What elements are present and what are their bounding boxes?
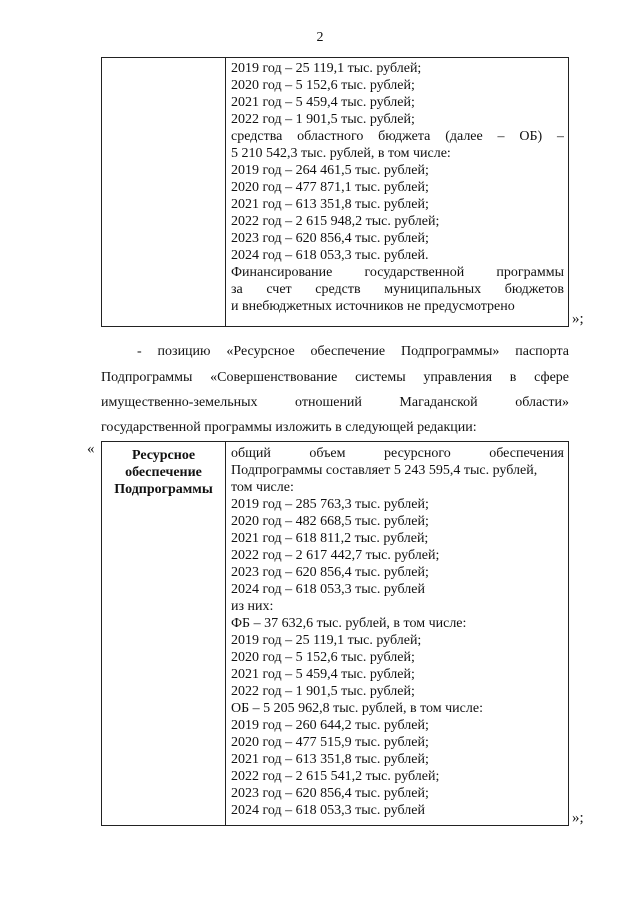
- table-line: 2019 год – 285 763,3 тыс. рублей;: [231, 497, 429, 512]
- table-line: 2024 год – 618 053,3 тыс. рублей: [231, 803, 425, 818]
- table-line: 2020 год – 482 668,5 тыс. рублей;: [231, 514, 429, 529]
- table-line: том числе:: [231, 480, 294, 495]
- table-label-cell-empty: [102, 58, 226, 326]
- table-label-cell: [102, 442, 226, 825]
- table-line: 2019 год – 260 644,2 тыс. рублей;: [231, 718, 429, 733]
- table-line: 2021 год – 613 351,8 тыс. рублей;: [231, 752, 429, 767]
- paragraph-line: Подпрограммы «Совершенствование системы управления в сфере: [101, 370, 569, 385]
- table-line: Подпрограммы составляет 5 243 595,4 тыс. рублей,: [231, 463, 538, 478]
- paragraph-line: - позицию «Ресурсное обеспечение Подпрограммы» паспорта: [137, 344, 569, 359]
- paragraph-line: имущественно-земельных отношений Магаданской области»: [101, 395, 569, 410]
- table-header-line: Ресурсное: [131, 448, 196, 463]
- table-line: и внебюджетных источников не предусмотрено: [231, 299, 515, 314]
- table-line: средства областного бюджета (далее – ОБ) –: [231, 129, 564, 144]
- opening-quote: «: [87, 441, 95, 457]
- table-line: 2023 год – 620 856,4 тыс. рублей;: [231, 565, 429, 580]
- resource-provision-table: [101, 441, 569, 826]
- table-line: 2019 год – 25 119,1 тыс. рублей;: [231, 61, 422, 76]
- table-line: 2023 год – 620 856,4 тыс. рублей;: [231, 231, 429, 246]
- table-line: из них:: [231, 599, 274, 614]
- table-line: за счет средств муниципальных бюджетов: [231, 282, 564, 297]
- table-line: 2019 год – 25 119,1 тыс. рублей;: [231, 633, 422, 648]
- table-line: 2024 год – 618 053,3 тыс. рублей: [231, 582, 425, 597]
- table-line: 2024 год – 618 053,3 тыс. рублей.: [231, 248, 429, 263]
- table-content-cell: [226, 442, 568, 825]
- table-line: Финансирование государственной программы: [231, 265, 564, 280]
- funding-table-continued: [101, 57, 569, 327]
- table-line: 2020 год – 5 152,6 тыс. рублей;: [231, 78, 415, 93]
- table-line: 5 210 542,3 тыс. рублей, в том числе:: [231, 146, 451, 161]
- table-line: 2022 год – 2 617 442,7 тыс. рублей;: [231, 548, 440, 563]
- table-line: 2021 год – 5 459,4 тыс. рублей;: [231, 95, 415, 110]
- table-line: 2021 год – 5 459,4 тыс. рублей;: [231, 667, 415, 682]
- closing-quote: »;: [572, 311, 584, 327]
- table-line: 2023 год – 620 856,4 тыс. рублей;: [231, 786, 429, 801]
- table-content-cell: [226, 58, 568, 326]
- table-line: 2022 год – 1 901,5 тыс. рублей;: [231, 684, 415, 699]
- table-line: 2020 год – 5 152,6 тыс. рублей;: [231, 650, 415, 665]
- paragraph-line: государственной программы изложить в следующей редакции:: [101, 420, 477, 435]
- table-line: 2020 год – 477 871,1 тыс. рублей;: [231, 180, 429, 195]
- closing-quote: »;: [572, 810, 584, 826]
- table-line: ФБ – 37 632,6 тыс. рублей, в том числе:: [231, 616, 467, 631]
- table-line: 2020 год – 477 515,9 тыс. рублей;: [231, 735, 429, 750]
- table-line: 2022 год – 2 615 541,2 тыс. рублей;: [231, 769, 440, 784]
- table-line: 2022 год – 1 901,5 тыс. рублей;: [231, 112, 415, 127]
- table-header-line: обеспечение: [125, 465, 202, 480]
- table-line: 2019 год – 264 461,5 тыс. рублей;: [231, 163, 429, 178]
- page-number: 2: [316, 30, 324, 45]
- table-line: 2021 год – 613 351,8 тыс. рублей;: [231, 197, 429, 212]
- table-line: 2021 год – 618 811,2 тыс. рублей;: [231, 531, 429, 546]
- table-line: 2022 год – 2 615 948,2 тыс. рублей;: [231, 214, 440, 229]
- table-line: общий объем ресурсного обеспечения: [231, 446, 564, 461]
- table-header-line: Подпрограммы: [114, 482, 213, 497]
- table-line: ОБ – 5 205 962,8 тыс. рублей, в том числе:: [231, 701, 483, 716]
